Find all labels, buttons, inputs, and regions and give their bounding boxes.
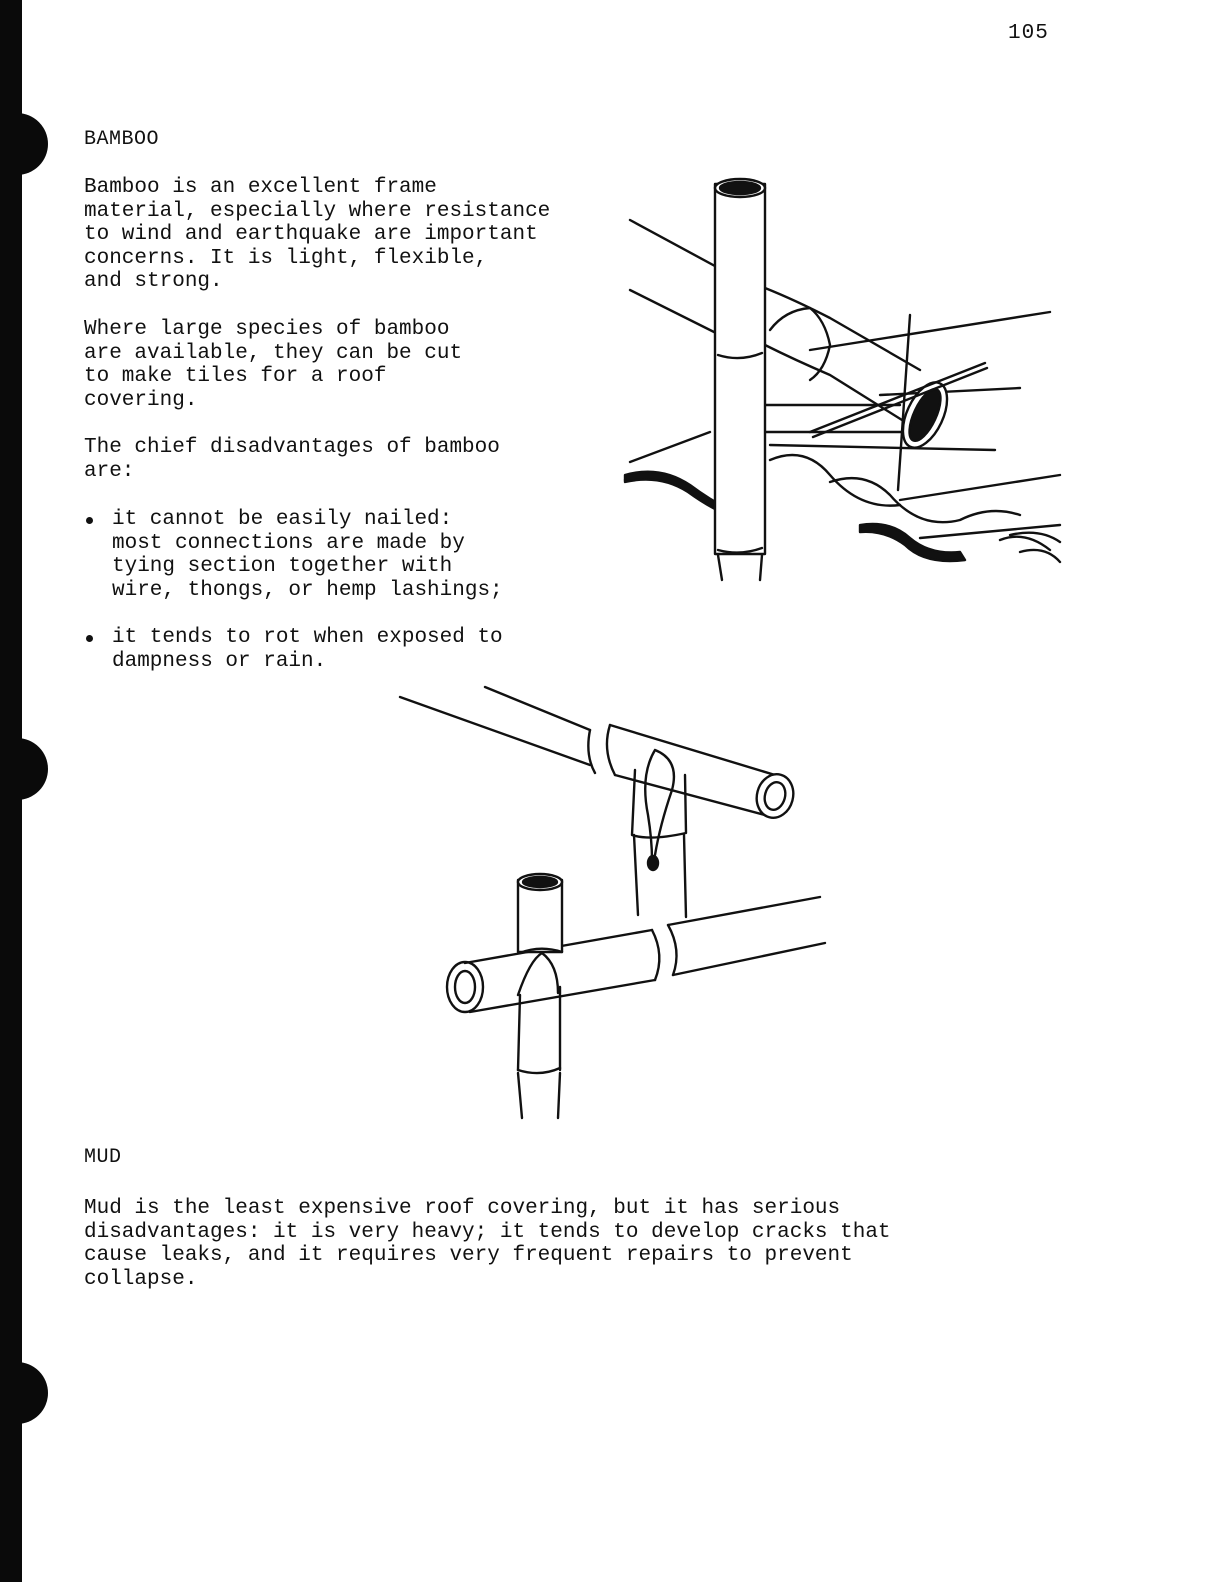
bullet-text: it tends to rot when exposed to dampness or rain. [112,626,503,673]
bamboo-lashed-joints-illustration [390,675,840,1130]
section-heading-mud: MUD [84,1146,122,1169]
section-heading-bamboo: BAMBOO [84,128,160,151]
bullet-dot-icon [86,517,93,524]
bullet-item [84,508,503,602]
bullet-text: it cannot be easily nailed: most connections are made by tying section together with wire, thongs, or hemp lashings; [112,508,503,602]
bullet-dot-icon [86,635,93,642]
bamboo-roof-joint-illustration [620,170,1070,590]
bamboo-intro-paragraph: Bamboo is an excellent frame material, especially where resistance to wind and earthquake are important concerns. It is light, flexible, and strong. [84,176,551,294]
bullet-item [84,626,503,673]
punch-hole-bottom [6,1362,48,1424]
mud-paragraph: Mud is the least expensive roof covering, but it has serious disadvantages: it is very heavy; it tends to develop cracks that cause leaks, and it requires very frequent repairs to prevent collapse. [84,1197,891,1291]
bamboo-disadvantages-lead: The chief disadvantages of bamboo are: [84,436,500,483]
bamboo-tiles-paragraph: Where large species of bamboo are available, they can be cut to make tiles for a roof covering. [84,318,463,412]
punch-hole-middle [6,738,48,800]
page-number: 105 [1008,22,1049,45]
punch-hole-top [6,113,48,175]
